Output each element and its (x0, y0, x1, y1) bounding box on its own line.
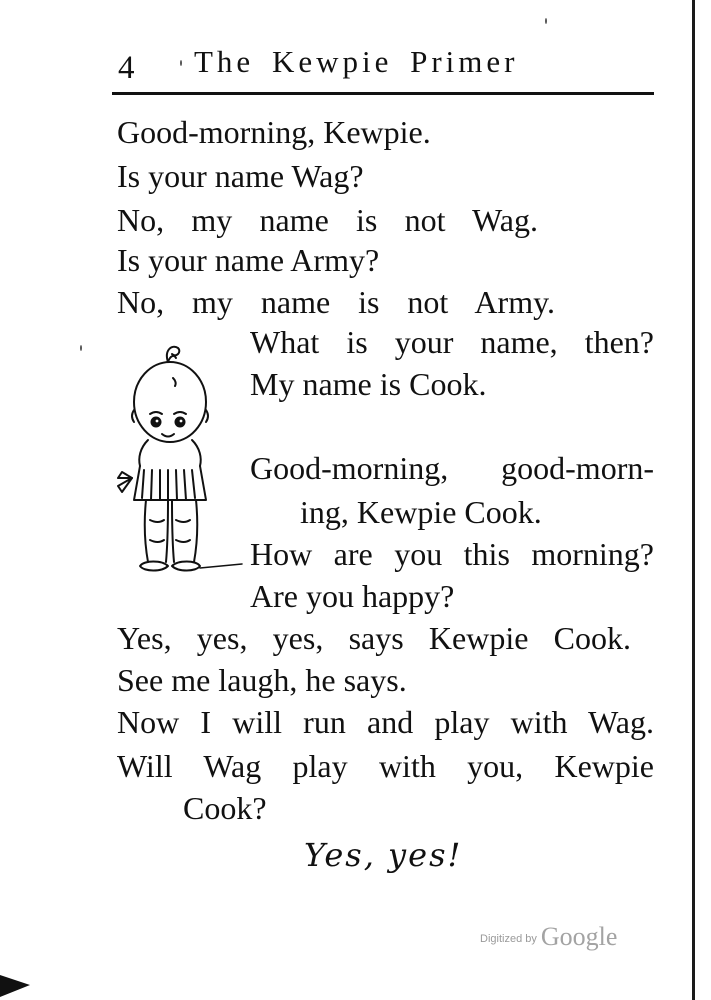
header-rule (112, 92, 654, 95)
kewpie-illustration-icon (110, 340, 250, 580)
page-number: 4 (118, 50, 136, 86)
text-line: No, my name is not Wag. (117, 202, 538, 238)
text-line: Cook? (183, 790, 267, 826)
text-line: Will Wag play with you, Kewpie (117, 748, 654, 784)
text-line: ing, Kewpie Cook. (300, 494, 542, 530)
running-title: The Kewpie Primer (194, 44, 519, 79)
print-speck (545, 18, 547, 24)
text-line: No, my name is not Army. (117, 284, 555, 320)
text-line: Yes, yes, yes, says Kewpie Cook. (117, 620, 631, 656)
print-speck (180, 60, 182, 66)
digitized-brand: Google (540, 922, 618, 951)
text-line: My name is Cook. (250, 366, 487, 402)
handwritten-note: Yes, yes! (304, 836, 463, 874)
text-line: How are you this morning? (250, 536, 654, 572)
text-line: Good-morning, good-morn- (250, 450, 654, 486)
digitized-watermark (480, 922, 617, 952)
text-line: Is your name Wag? (117, 158, 364, 194)
corner-triangle-mark (0, 975, 30, 997)
text-line: Is your name Army? (117, 242, 380, 278)
print-speck (80, 345, 82, 351)
text-line: See me laugh, he says. (117, 662, 407, 698)
text-line: What is your name, then? (250, 324, 654, 360)
digitized-label: Digitized by (480, 933, 537, 945)
text-line: Good-morning, Kewpie. (117, 114, 431, 150)
page-header (112, 40, 654, 90)
text-line: Are you happy? (250, 578, 455, 614)
page-edge-line (692, 0, 695, 1000)
text-line: Now I will run and play with Wag. (117, 704, 654, 740)
